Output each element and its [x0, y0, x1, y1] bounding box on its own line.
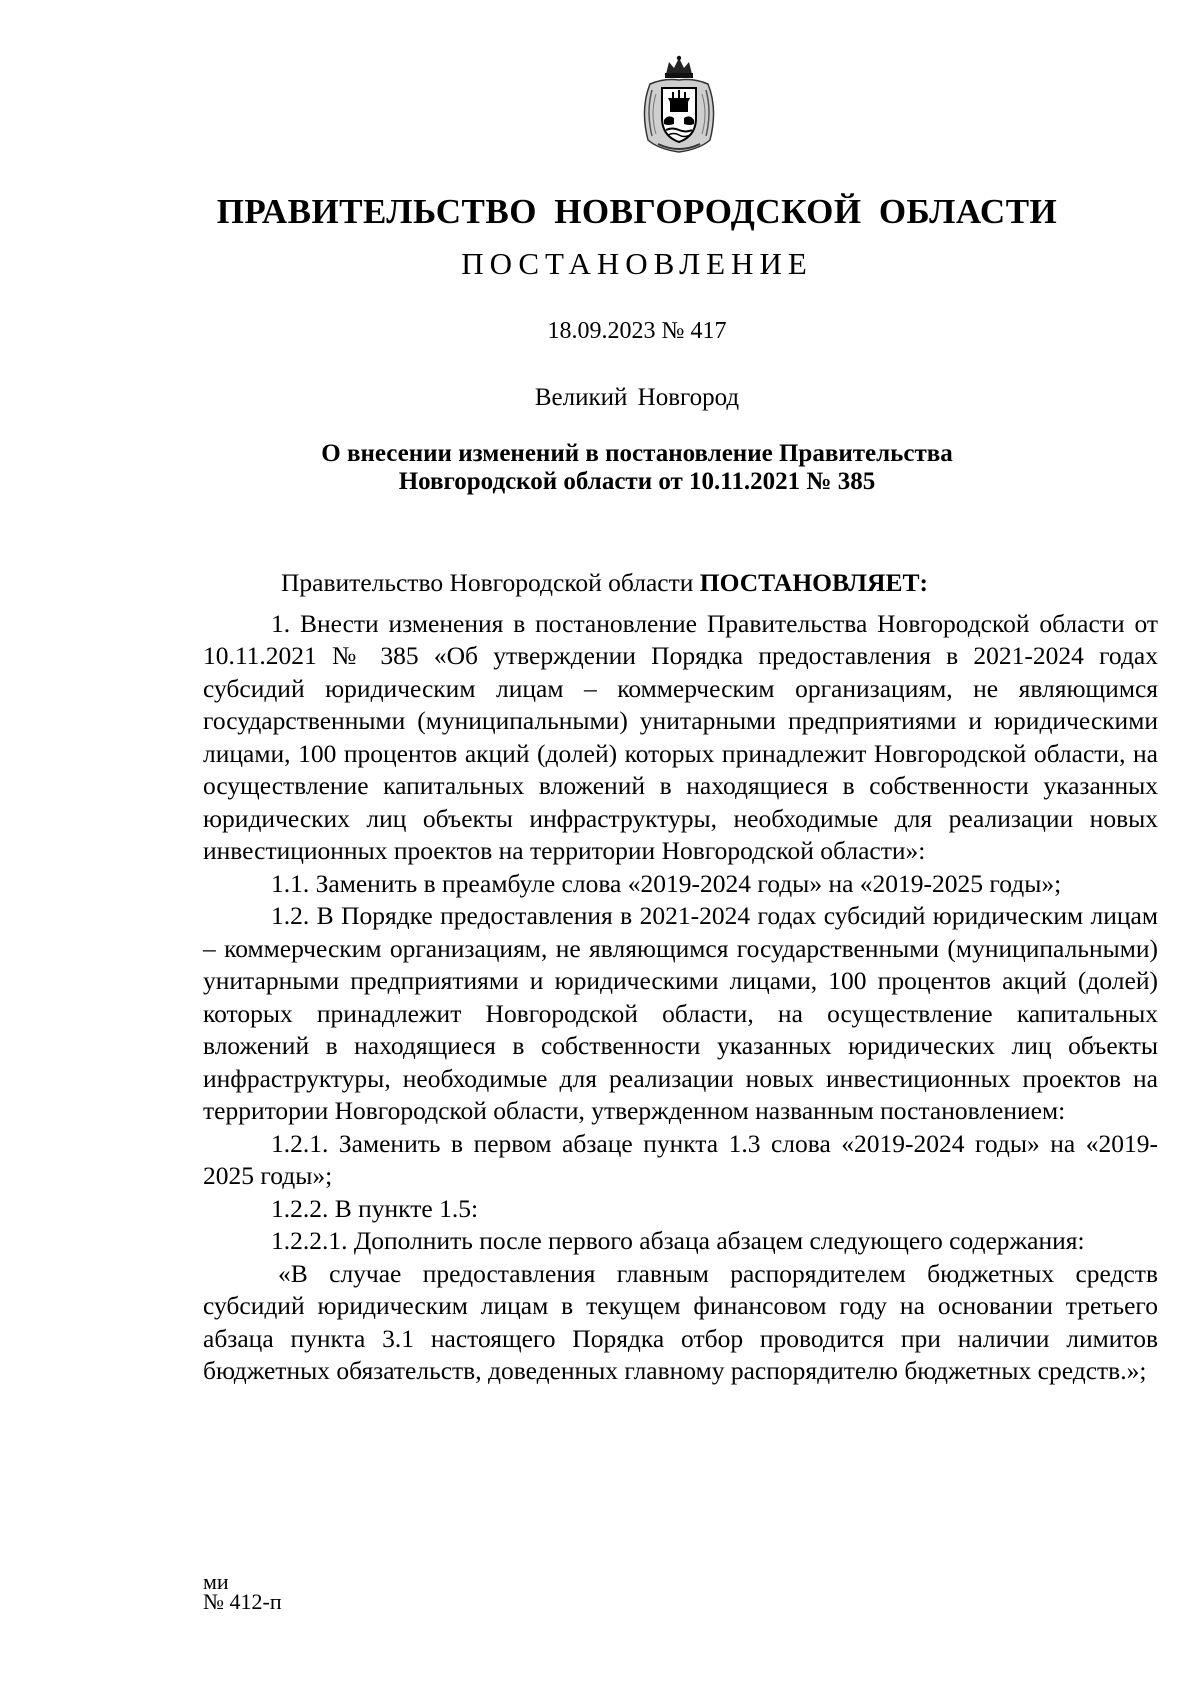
subject-line-1: О внесении изменений в постановление Правительства: [321, 440, 953, 467]
coat-of-arms-icon: [638, 54, 720, 156]
document-place: Великий Новгород: [534, 384, 740, 411]
clause-1: 1. Внести изменения в постановление Правительства Новгородской области от 10.11.2021 № 385 «Об утверждении Порядка предоставления в 2021-2024 годах субсидий юридическим лицам – коммерческим организациям, не являющимся государственными (муниципальными) унитарными предприятиями и юридическими лицами, 100 процентов акций (долей) которых принадлежит Новгородской области, на осуществление капитальных вложений в находящиеся в собственности указанных юридических лиц объекты инфраструктуры, необходимые для реализации новых инвестиционных проектов на территории Новгородской области»:: [203, 608, 1158, 865]
resolution-lead: [203, 567, 1158, 600]
document-body: [203, 567, 1158, 1388]
quoted-paragraph: «В случае предоставления главным распорядителем бюджетных средств субсидий юридическим лицам в текущем финансовом году на основании третьего абзаца пункта 3.1 настоящего Порядка отбор проводится при наличии лимитов бюджетных обязательств, доведенных главному распорядителю бюджетных средств.»;: [203, 1258, 1158, 1385]
footer-number: № 412-п: [203, 1589, 282, 1614]
clause-1-1: 1.1. Заменить в преамбуле слова «2019-2024 годы» на «2019-2025 годы»;: [271, 868, 1062, 898]
footer-initials: ми: [203, 1569, 229, 1594]
document-date-number: 18.09.2023 № 417: [547, 318, 727, 344]
clause-1-2-2-1: 1.2.2.1. Дополнить после первого абзаца абзацем следующего содержания:: [271, 1226, 1085, 1255]
subject-line-2: Новгородской области от 10.11.2021 № 385: [398, 468, 876, 495]
document-subject: [0, 440, 1200, 496]
lead-resolves: ПОСТАНОВЛЯЕТ:: [699, 568, 928, 597]
document-type: ПОСТАНОВЛЕНИЕ: [461, 246, 813, 281]
clause-1-2-1: 1.2.1. Заменить в первом абзаце пункта 1.3 слова «2019-2024 годы» на «2019-2025 годы»;: [203, 1128, 1158, 1190]
lead-text: Правительство Новгородской области: [281, 568, 700, 597]
clause-1-2: 1.2. В Порядке предоставления в 2021-2024 годах субсидий юридическим лицам – коммерческим организациям, не являющимся государственными (муниципальными) унитарными предприятиями и юридическими лицами, 100 процентов акций (долей) которых принадлежит Новгородской области, на осуществление капитальных вложений в находящиеся в собственности указанных юридических лиц объекты инфраструктуры, необходимые для реализации новых инвестиционных проектов на территории Новгородской области, утвержденном названным постановлением:: [203, 901, 1158, 1125]
document-footer: [203, 1569, 282, 1614]
clause-1-2-2: 1.2.2. В пункте 1.5:: [271, 1193, 479, 1223]
government-title: ПРАВИТЕЛЬСТВО НОВГОРОДСКОЙ ОБЛАСТИ: [216, 192, 1058, 231]
